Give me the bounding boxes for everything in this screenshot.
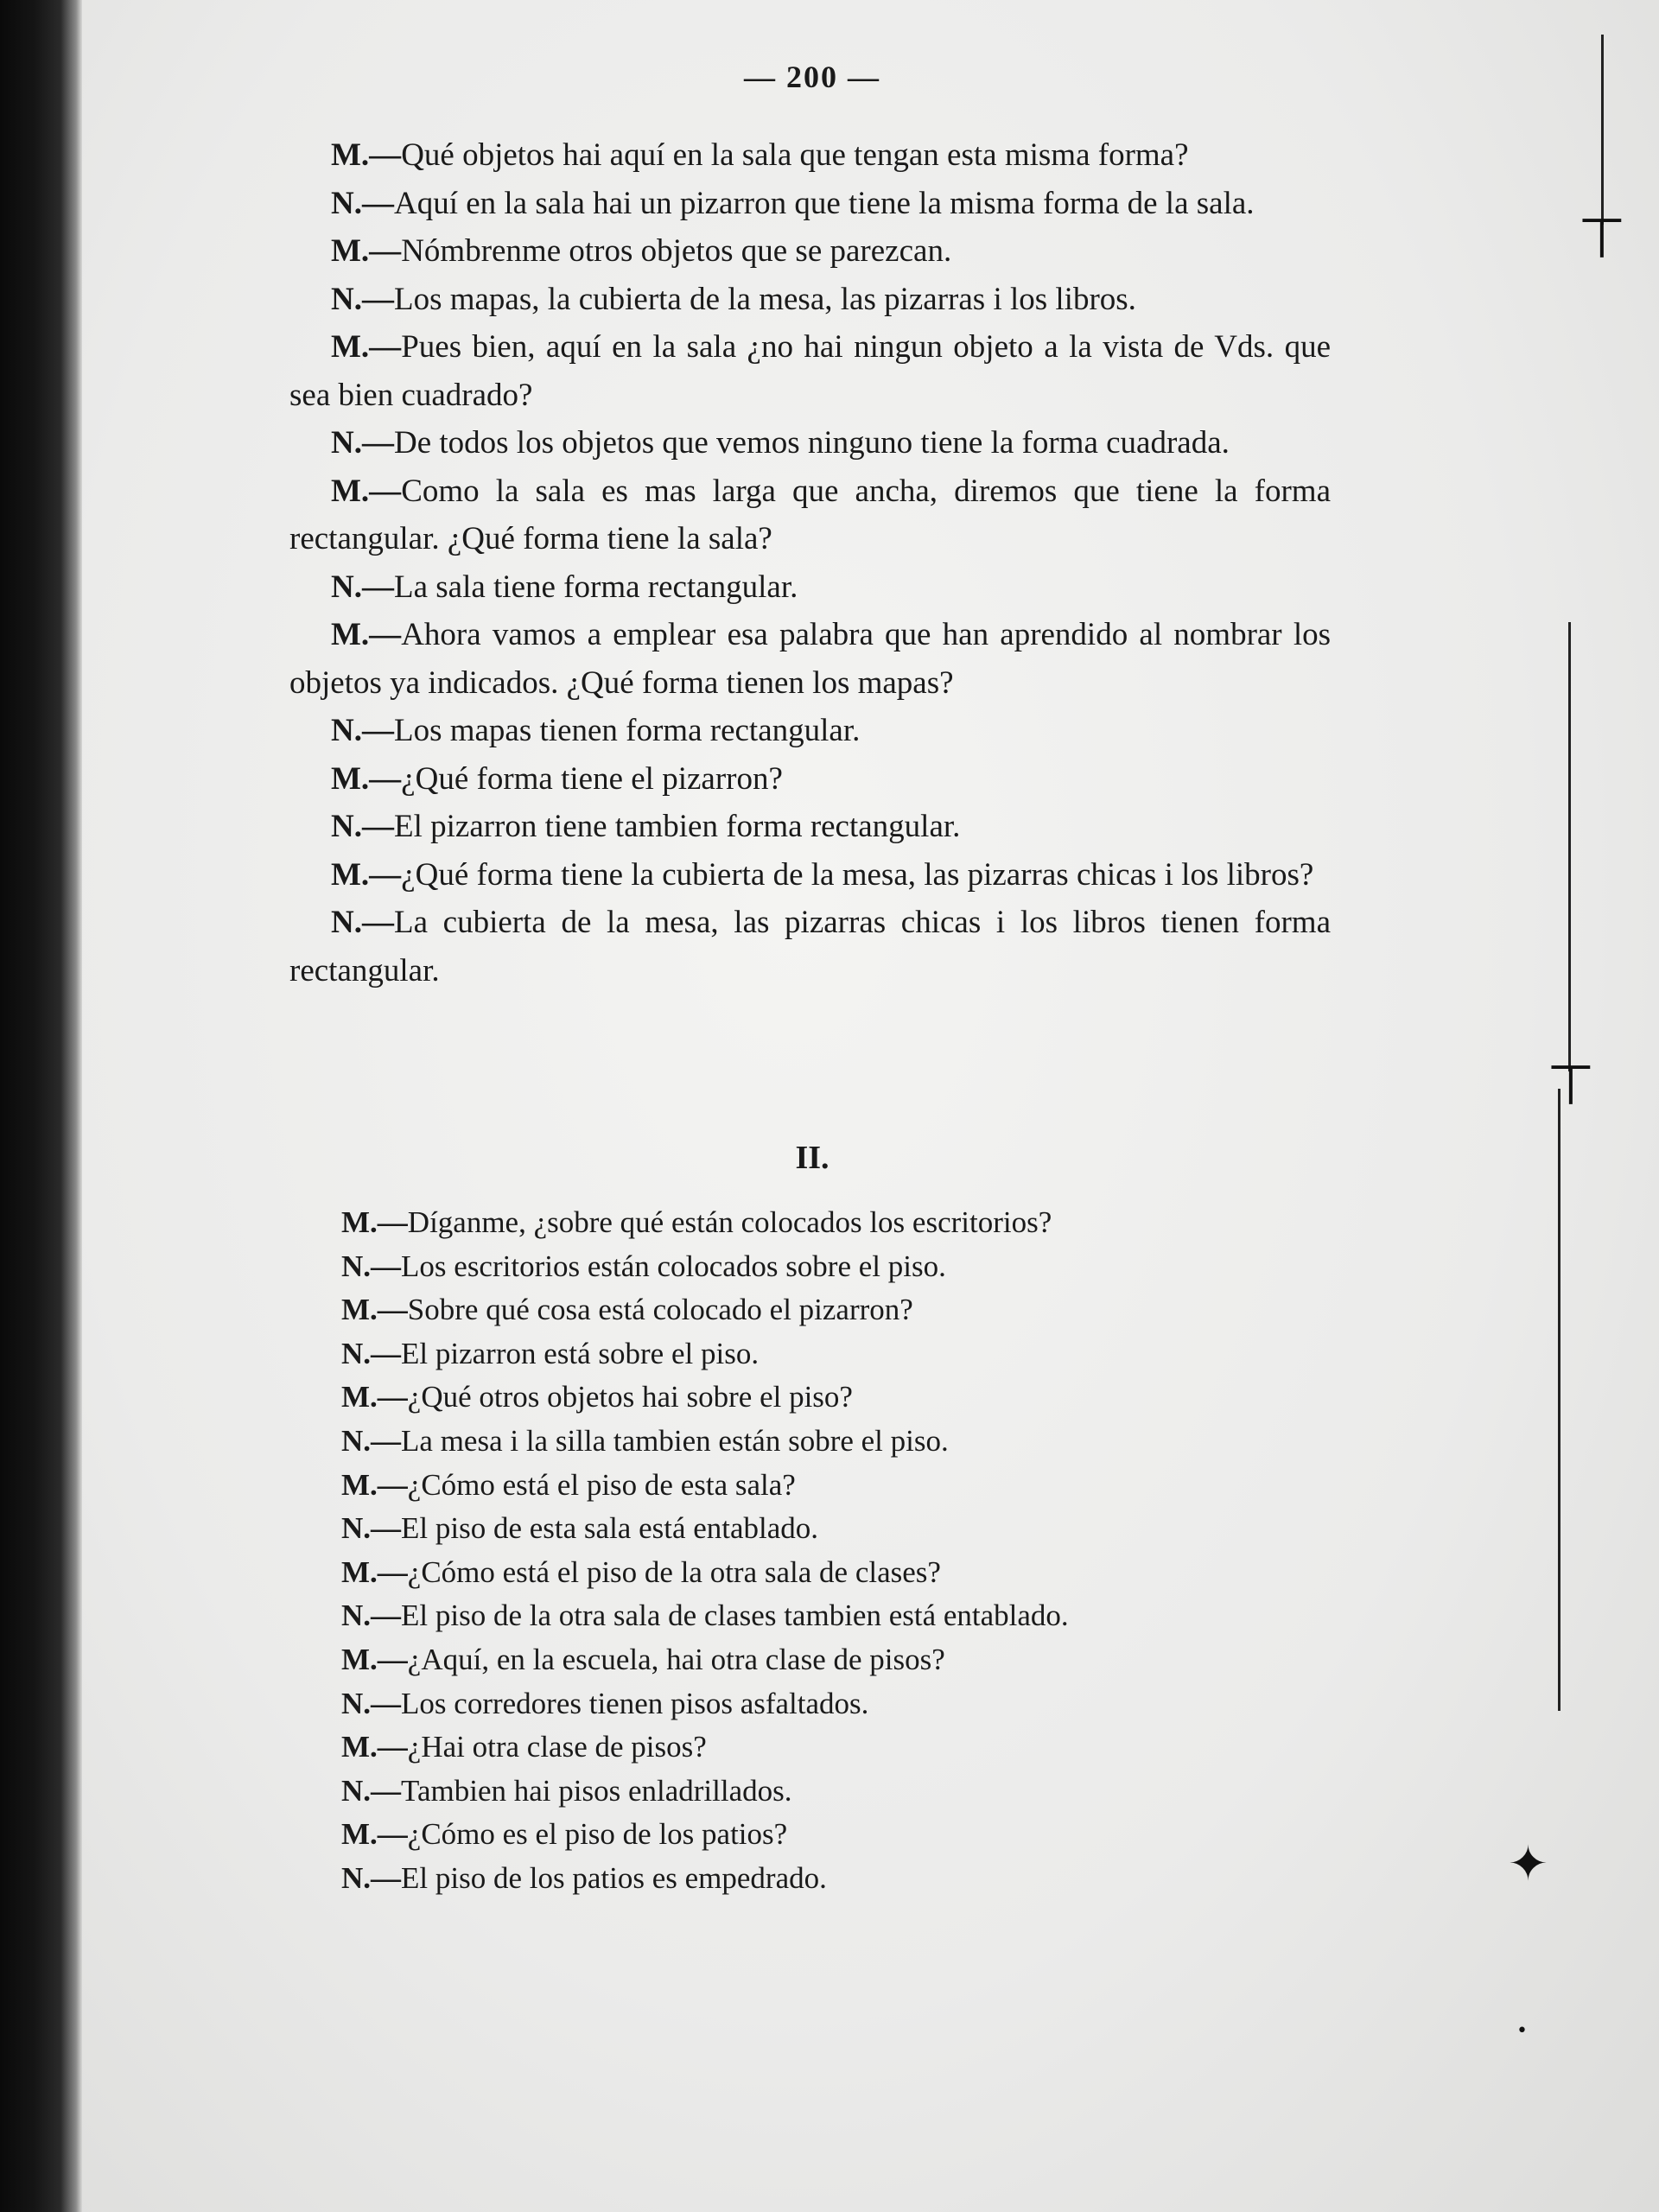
dialogue-line (289, 803, 1331, 851)
dialogue-line (289, 851, 1331, 899)
dialogue-line (341, 1245, 1326, 1289)
dialogue-line (341, 1288, 1326, 1332)
margin-ornament-top: ⊤ (1578, 207, 1626, 271)
speaker-label: M.— (341, 1642, 408, 1676)
dialogue-text: La mesa i la silla tambien están sobre el piso. (401, 1423, 949, 1458)
speaker-label: M.— (331, 760, 402, 797)
speaker-label: N.— (341, 1511, 402, 1546)
dialogue-line (341, 1638, 1326, 1682)
dialogue-text: Tambien hai pisos enladrillados. (401, 1773, 792, 1808)
speaker-label: N.— (341, 1686, 402, 1720)
dialogue-line (341, 1682, 1326, 1726)
dialogue-line (341, 1507, 1326, 1551)
speaker-label: M.— (341, 1817, 408, 1852)
dialogue-text: ¿Qué forma tiene la cubierta de la mesa, las pizarras chicas i los libros? (401, 856, 1314, 893)
dialogue-text: La cubierta de la mesa, las pizarras chicas i los libros tienen forma rectangular. (289, 905, 1331, 988)
dialogue-line (341, 1551, 1326, 1595)
dialogue-text: Los mapas, la cubierta de la mesa, las pizarras i los libros. (393, 281, 1136, 317)
dialogue-line (289, 755, 1331, 804)
margin-ornament-bottom: ✦ (1508, 1836, 1548, 1892)
dialogue-line (289, 323, 1331, 419)
dialogue-line (289, 180, 1331, 228)
speaker-label: M.— (331, 233, 402, 269)
dialogue-line (341, 1813, 1326, 1857)
dialogue-line (341, 1726, 1326, 1770)
dialogue-text: Los mapas tienen forma rectangular. (393, 713, 861, 748)
book-binding-edge (0, 0, 82, 2212)
speaker-label: M.— (331, 617, 402, 652)
margin-rule-upper (1601, 35, 1604, 225)
dialogue-text: ¿Cómo está el piso de esta sala? (407, 1467, 796, 1502)
dialogue-text: Pues bien, aquí en la sala ¿no hai ningun objeto a la vista de Vds. que sea bien cuadrado? (289, 329, 1331, 413)
dialogue-text: Sobre qué cosa está colocado el pizarron? (407, 1293, 913, 1327)
dialogue-section-1 (289, 131, 1331, 995)
speaker-label: M.— (331, 856, 402, 893)
dialogue-line (289, 563, 1331, 612)
dialogue-text: ¿Hai otra clase de pisos? (407, 1730, 707, 1764)
dialogue-text: Qué objetos hai aquí en la sala que tengan esta misma forma? (401, 137, 1189, 173)
section-heading: II. (795, 1140, 830, 1176)
speaker-label: N.— (331, 185, 394, 221)
speaker-label: N.— (341, 1773, 402, 1808)
speaker-label: M.— (341, 1293, 408, 1327)
dialogue-text: El pizarron tiene tambien forma rectangular. (393, 809, 961, 844)
speaker-label: M.— (331, 137, 402, 173)
speaker-label: M.— (341, 1467, 408, 1502)
dialogue-text: Los corredores tienen pisos asfaltados. (401, 1686, 869, 1720)
speaker-label: M.— (331, 329, 402, 365)
dialogue-line (289, 899, 1331, 995)
dialogue-line (289, 227, 1331, 276)
speaker-label: M.— (341, 1554, 408, 1589)
speaker-label: N.— (341, 1336, 402, 1370)
dialogue-text: Como la sala es mas larga que ancha, diremos que tiene la forma rectangular. ¿Qué forma tiene la sala? (289, 473, 1331, 556)
dialogue-line (341, 1201, 1326, 1245)
dialogue-line (289, 276, 1331, 324)
speaker-label: N.— (331, 569, 394, 605)
margin-mark-dot: • (1516, 2020, 1528, 2042)
dialogue-text: ¿Qué forma tiene el pizarron? (401, 760, 783, 797)
speaker-label: N.— (341, 1599, 402, 1633)
speaker-label: M.— (341, 1730, 408, 1764)
speaker-label: N.— (331, 905, 394, 940)
dialogue-line (341, 1420, 1326, 1464)
dialogue-text: Aquí en la sala hai un pizarron que tiene la misma forma de la sala. (393, 185, 1255, 221)
speaker-label: N.— (331, 809, 394, 844)
margin-rule-middle (1568, 622, 1571, 1071)
dialogue-text: De todos los objetos que vemos ninguno tiene la forma cuadrada. (393, 425, 1230, 461)
dialogue-text: ¿Aquí, en la escuela, hai otra clase de pisos? (407, 1642, 945, 1676)
dialogue-line (289, 131, 1331, 180)
dialogue-line (341, 1332, 1326, 1376)
dialogue-text: El piso de esta sala está entablado. (401, 1511, 819, 1546)
dialogue-text: La sala tiene forma rectangular. (393, 569, 798, 605)
dialogue-section-2 (341, 1201, 1326, 1901)
dialogue-text: Los escritorios están colocados sobre el piso. (401, 1249, 946, 1283)
dialogue-text: ¿Cómo es el piso de los patios? (407, 1817, 788, 1852)
dialogue-line (289, 467, 1331, 563)
dialogue-line (341, 1594, 1326, 1638)
speaker-label: N.— (341, 1860, 402, 1895)
dialogue-text: ¿Qué otros objetos hai sobre el piso? (407, 1380, 853, 1414)
dialogue-line (341, 1376, 1326, 1420)
speaker-label: M.— (341, 1380, 408, 1414)
dialogue-line (289, 707, 1331, 755)
dialogue-text: El piso de la otra sala de clases tambien está entablado. (401, 1599, 1069, 1633)
dialogue-text: El pizarron está sobre el piso. (401, 1336, 760, 1370)
speaker-label: M.— (341, 1205, 408, 1239)
dialogue-text: El piso de los patios es empedrado. (401, 1860, 827, 1895)
dialogue-text: Ahora vamos a emplear esa palabra que han aprendido al nombrar los objetos ya indicados. ¿Qué forma tienen los mapas? (289, 617, 1331, 701)
dialogue-line (341, 1770, 1326, 1814)
dialogue-line (289, 419, 1331, 467)
speaker-label: N.— (331, 281, 394, 317)
speaker-label: N.— (331, 713, 394, 748)
dialogue-line (341, 1464, 1326, 1508)
speaker-label: M.— (331, 473, 402, 509)
dialogue-text: Nómbrenme otros objetos que se parezcan. (401, 233, 952, 269)
dialogue-line (289, 611, 1331, 707)
margin-ornament-middle: ⊤ (1547, 1054, 1595, 1118)
speaker-label: N.— (331, 425, 394, 461)
dialogue-text: Díganme, ¿sobre qué están colocados los escritorios? (407, 1205, 1052, 1239)
margin-rule-lower (1558, 1089, 1560, 1711)
page-number: — 200 — (744, 60, 880, 94)
dialogue-text: ¿Cómo está el piso de la otra sala de clases? (407, 1554, 941, 1589)
dialogue-line (341, 1857, 1326, 1901)
speaker-label: N.— (341, 1249, 402, 1283)
speaker-label: N.— (341, 1423, 402, 1458)
